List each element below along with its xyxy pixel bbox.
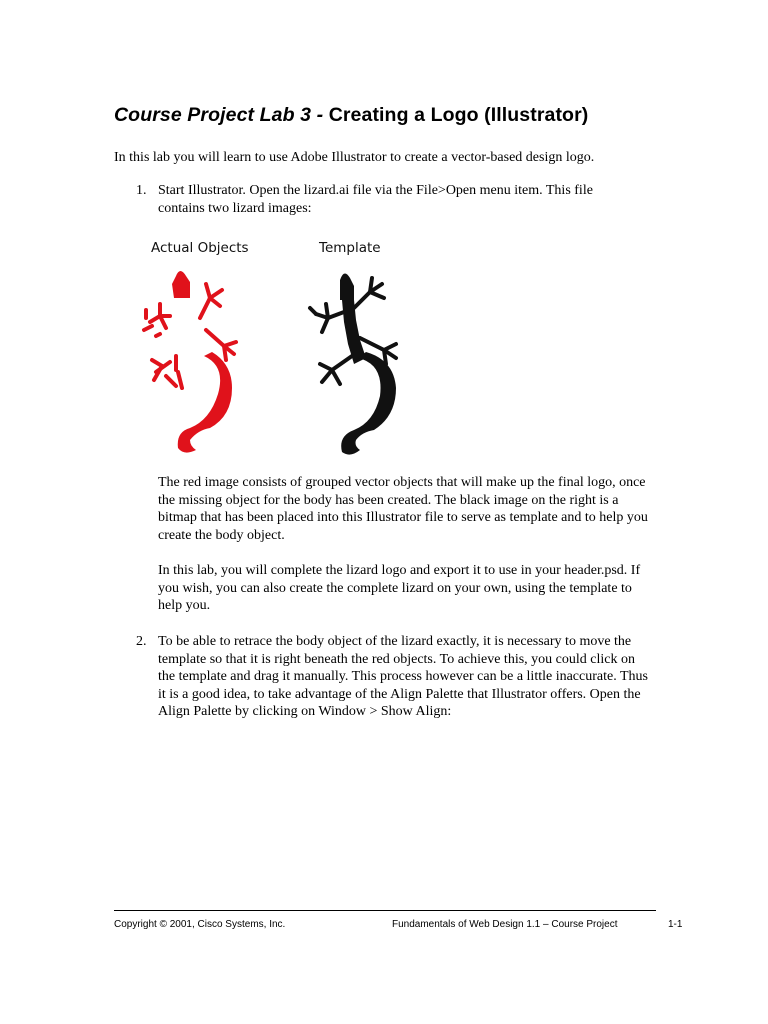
body-paragraph-1: The red image consists of grouped vector objects that will make up the final logo, once the missing object for the body has been created. The black image on the right is a bitmap that has been placed into this Illustrator file to serve as template and to help you create the body object. [158, 475, 648, 543]
footer-copyright: Copyright © 2001, Cisco Systems, Inc. [114, 919, 286, 930]
black-lizard-template-image [300, 260, 430, 460]
template-label: Template [319, 240, 381, 256]
red-lizard-objects-image [140, 260, 260, 460]
lizard-figure [140, 236, 440, 460]
page-title [114, 104, 588, 127]
step-number: 2. [136, 634, 147, 649]
body-paragraph-2: In this lab, you will complete the lizard logo and export it to use in your header.psd. If you wish, you can also create the complete lizard on your own, using the template to help you. [158, 563, 641, 614]
intro-paragraph: In this lab you will learn to use Adobe Illustrator to create a vector-based design logo. [114, 150, 595, 165]
actual-objects-label: Actual Objects [151, 240, 249, 256]
footer-divider [114, 910, 656, 911]
title-rest: Creating a Logo (Illustrator) [323, 104, 589, 126]
footer-course-name: Fundamentals of Web Design 1.1 – Course Project [392, 919, 618, 930]
footer-page-number: 1-1 [668, 919, 683, 930]
title-lead: Course Project Lab 3 - [114, 104, 324, 126]
step-number: 1. [136, 183, 147, 198]
step-text: Start Illustrator. Open the lizard.ai file via the File>Open menu item. This file contains two lizard images: [158, 183, 593, 216]
step-text: To be able to retrace the body object of the lizard exactly, it is necessary to move the template so that it is right beneath the red objects. To achieve this, you could click on the template and drag it manually. This process however can be a little inaccurate. Thus it is a good idea, to take advantage of the Align Palette that Illustrator offers. Open the Align Palette by clicking on Window > Show Align: [158, 634, 648, 720]
